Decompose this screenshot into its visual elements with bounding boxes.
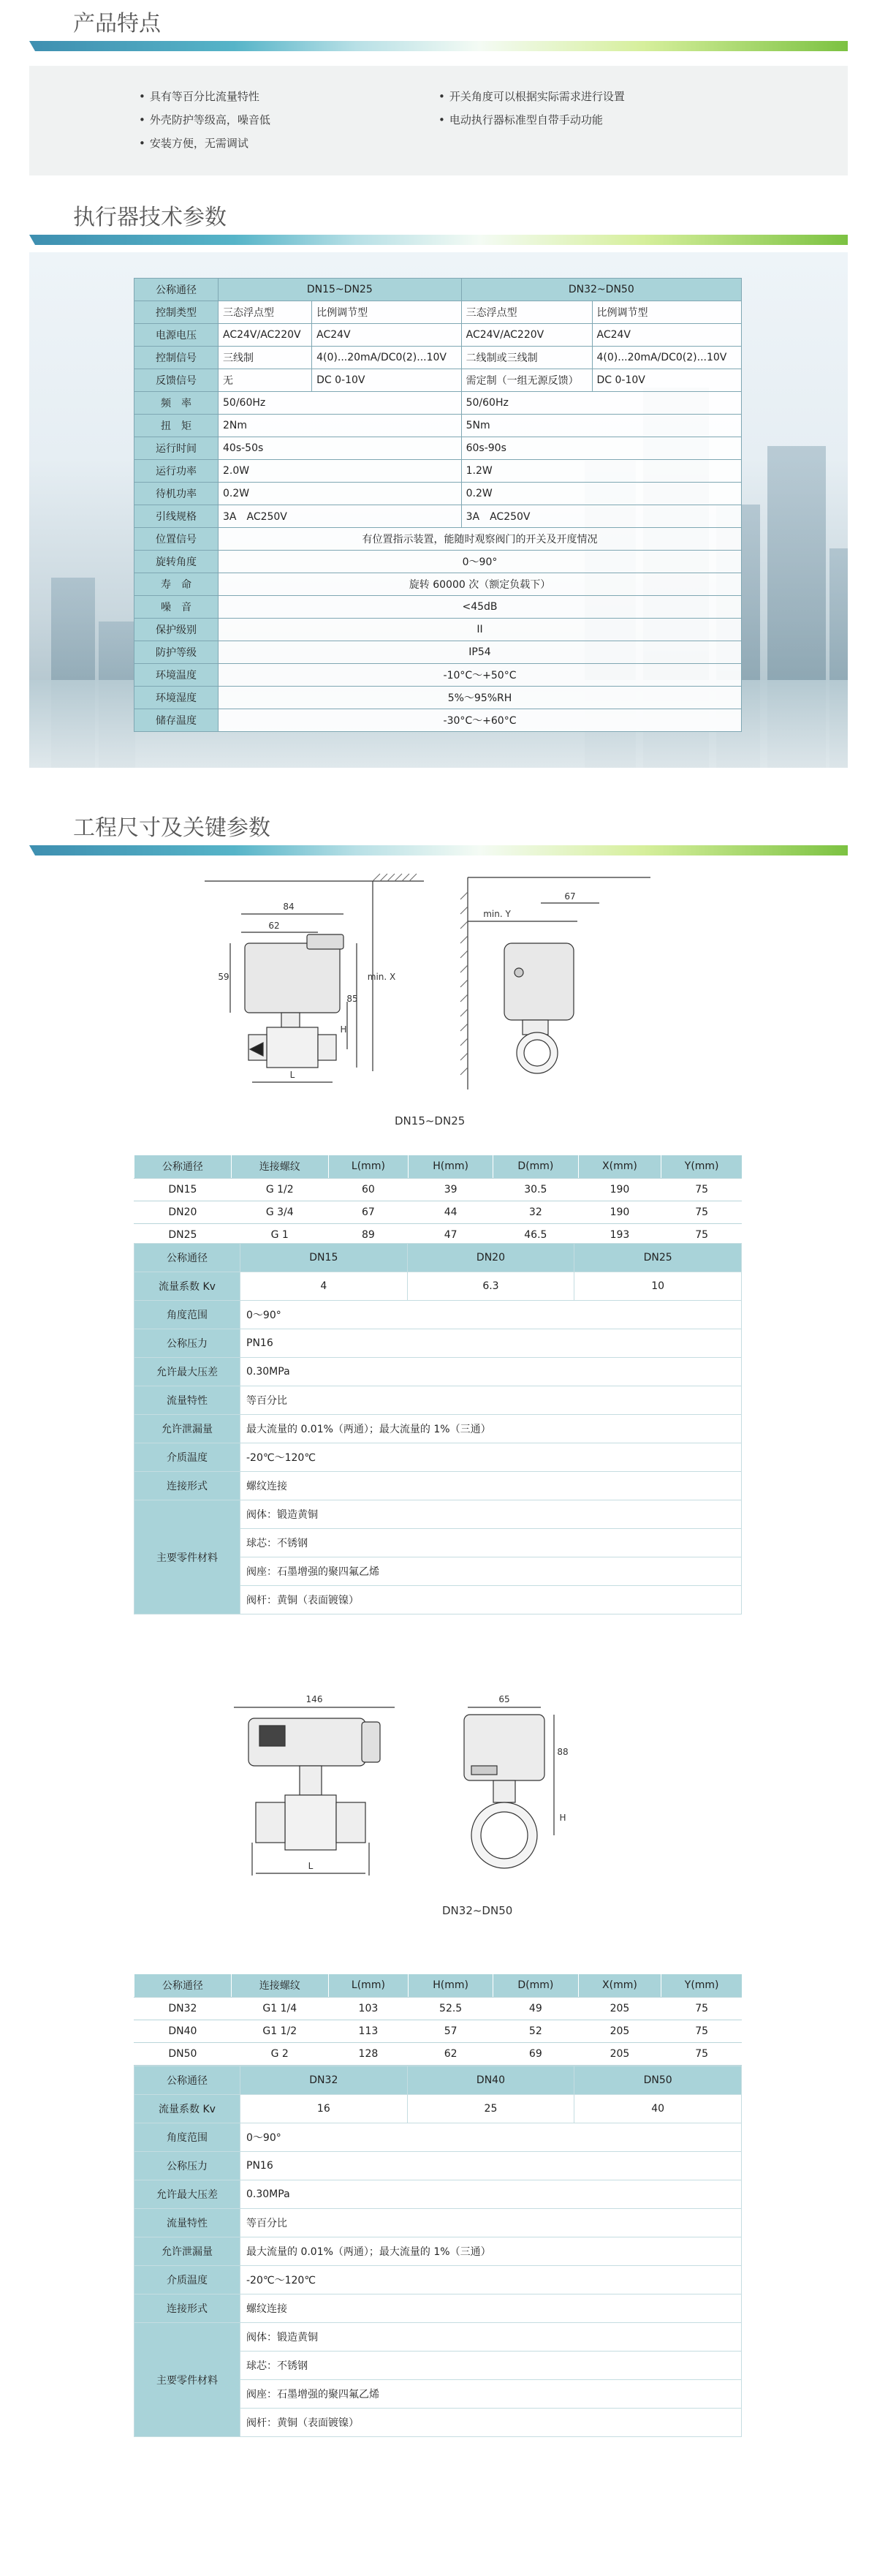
- table-cell: 50/60Hz: [461, 392, 741, 415]
- table-cell: II: [219, 619, 742, 641]
- table-cell: AC24V: [592, 324, 742, 347]
- row-label: 噪 音: [134, 596, 219, 619]
- table-cell: 205: [578, 2042, 661, 2065]
- table-row: [134, 709, 742, 732]
- header-cell: 公称通径: [134, 2066, 240, 2095]
- table-row: [134, 483, 742, 505]
- row-label: 储存温度: [134, 709, 219, 732]
- table-cell: -10°C～+50°C: [219, 664, 742, 687]
- table-cell: 比例调节型: [592, 301, 742, 324]
- row-label: 介质温度: [134, 1443, 240, 1472]
- dim-label: H: [340, 1024, 347, 1035]
- table-row: [134, 437, 742, 460]
- table-row: [134, 1178, 743, 1201]
- table-cell: 阀体：锻造黄铜: [240, 1500, 742, 1529]
- table-row: [134, 1472, 742, 1500]
- table-row: [134, 2323, 742, 2352]
- table-cell: 无: [219, 369, 312, 392]
- table-cell: 2.0W: [219, 460, 462, 483]
- table-cell: 3A AC250V: [219, 505, 462, 528]
- table-cell: G 3/4: [231, 1201, 328, 1223]
- header-cell: 公称通径: [134, 1155, 232, 1178]
- table-cell: 128: [328, 2042, 409, 2065]
- actuator-spec-table: [134, 278, 742, 732]
- table-cell: 50/60Hz: [219, 392, 462, 415]
- table-cell: 39: [409, 1178, 493, 1201]
- table-cell: 25: [407, 2095, 574, 2123]
- dim-label: min. X: [367, 972, 396, 982]
- table-row: [134, 2209, 742, 2237]
- table-row: [134, 664, 742, 687]
- table-cell: 190: [578, 1178, 661, 1201]
- row-label: 角度范围: [134, 2123, 240, 2152]
- row-label: 流量系数 Kv: [134, 2095, 240, 2123]
- dim-label: 88: [557, 1747, 569, 1757]
- table-row: [134, 1997, 743, 2020]
- row-label: 连接形式: [134, 1472, 240, 1500]
- row-label: 介质温度: [134, 2266, 240, 2294]
- table-cell: 阀座：石墨增强的聚四氟乙烯: [240, 1557, 742, 1586]
- row-label: 允许最大压差: [134, 1358, 240, 1386]
- table-row: [134, 641, 742, 664]
- dim-label: min. Y: [483, 909, 511, 919]
- feature-item: • 安装方便，无需调试: [139, 132, 270, 155]
- table-cell: DN32: [134, 1997, 232, 2020]
- header-cell: H(mm): [409, 1155, 493, 1178]
- row-label: 运行时间: [134, 437, 219, 460]
- table-cell: 旋转 60000 次（额定负载下）: [219, 573, 742, 596]
- table-cell: -20℃～120℃: [240, 1443, 742, 1472]
- table-cell: 190: [578, 1201, 661, 1223]
- row-label: 运行功率: [134, 460, 219, 483]
- table-row: [134, 301, 742, 324]
- table-cell: -30°C～+60°C: [219, 709, 742, 732]
- table-cell: 球芯：不锈钢: [240, 2352, 742, 2380]
- table-cell: DC 0-10V: [592, 369, 742, 392]
- table-cell: 75: [661, 1223, 742, 1246]
- table-cell: 0.2W: [219, 483, 462, 505]
- table-cell: AC24V: [312, 324, 461, 347]
- header-cell: DN50: [574, 2066, 742, 2095]
- header-cell: DN20: [407, 1244, 574, 1272]
- table-row: [134, 2095, 742, 2123]
- row-label: 允许泄漏量: [134, 2237, 240, 2266]
- row-label: 频 率: [134, 392, 219, 415]
- header-cell: DN40: [407, 2066, 574, 2095]
- header-cell: DN15~DN25: [219, 279, 462, 301]
- row-label: 允许泄漏量: [134, 1415, 240, 1443]
- dims-title: 工程尺寸及关键参数: [73, 815, 270, 841]
- table-cell: 0～90°: [240, 1301, 742, 1329]
- table-cell: DN40: [134, 2020, 232, 2042]
- table-row: [134, 1201, 743, 1223]
- table-cell: 需定制（一组无源反馈）: [461, 369, 592, 392]
- table-cell: -20℃～120℃: [240, 2266, 742, 2294]
- dim-label: L: [308, 1861, 314, 1871]
- table-header-row: [134, 279, 742, 301]
- table-row: [134, 415, 742, 437]
- table-row: [134, 1415, 742, 1443]
- table-row: [134, 2042, 743, 2065]
- table-cell: 205: [578, 1997, 661, 2020]
- dimension-table-dn15-25: [134, 1155, 742, 1247]
- features-title: 产品特点: [73, 11, 161, 37]
- table-cell: AC24V/AC220V: [219, 324, 312, 347]
- header-cell: D(mm): [493, 1974, 578, 1997]
- table-cell: DN15: [134, 1178, 232, 1201]
- header-cell: DN15: [240, 1244, 408, 1272]
- table-cell: 60: [328, 1178, 409, 1201]
- valve-dimension-drawing-dn15-25: [197, 870, 672, 1111]
- table-cell: 10: [574, 1272, 742, 1301]
- table-cell: 40s-50s: [219, 437, 462, 460]
- section-divider-bar: [29, 41, 848, 51]
- table-cell: 44: [409, 1201, 493, 1223]
- row-label: 主要零件材料: [134, 1500, 240, 1614]
- table-cell: 有位置指示装置，能随时观察阀门的开关及开度情况: [219, 528, 742, 551]
- table-row: [134, 1500, 742, 1529]
- valve-params-table-dn15-25: [134, 1243, 742, 1614]
- table-row: [134, 2266, 742, 2294]
- row-label: 连接形式: [134, 2294, 240, 2323]
- table-cell: 47: [409, 1223, 493, 1246]
- table-cell: PN16: [240, 2152, 742, 2180]
- header-cell: H(mm): [409, 1974, 493, 1997]
- header-cell: X(mm): [578, 1974, 661, 1997]
- features-section-header: [29, 7, 848, 51]
- header-cell: 公称通径: [134, 1244, 240, 1272]
- table-cell: 4: [240, 1272, 408, 1301]
- table-cell: 螺纹连接: [240, 1472, 742, 1500]
- table-row: [134, 460, 742, 483]
- table-cell: 三线制: [219, 347, 312, 369]
- row-label: 流量系数 Kv: [134, 1272, 240, 1301]
- header-cell: 公称通径: [134, 279, 219, 301]
- dims-section-header: [29, 812, 848, 855]
- table-cell: DC 0-10V: [312, 369, 461, 392]
- table-row: [134, 687, 742, 709]
- table-cell: 3A AC250V: [461, 505, 741, 528]
- table-row: [134, 2152, 742, 2180]
- table-cell: 最大流量的 0.01%（两通）；最大流量的 1%（三通）: [240, 2237, 742, 2266]
- table-row: [134, 596, 742, 619]
- table-cell: 阀体：锻造黄铜: [240, 2323, 742, 2352]
- table-cell: 0.2W: [461, 483, 741, 505]
- row-label: 旋转角度: [134, 551, 219, 573]
- dim-label: L: [289, 1070, 295, 1080]
- table-cell: 三态浮点型: [219, 301, 312, 324]
- table-cell: 二线制或三线制: [461, 347, 592, 369]
- table-row: [134, 347, 742, 369]
- table-cell: 69: [493, 2042, 578, 2065]
- dimension-table-dn32-50: [134, 1974, 742, 2066]
- row-label: 寿 命: [134, 573, 219, 596]
- table-cell: 5Nm: [461, 415, 741, 437]
- row-label: 扭 矩: [134, 415, 219, 437]
- feature-item: • 开关角度可以根据实际需求进行设置: [438, 85, 625, 108]
- row-label: 角度范围: [134, 1301, 240, 1329]
- table-row: [134, 1272, 742, 1301]
- table-cell: 0～90°: [219, 551, 742, 573]
- table-row: [134, 2180, 742, 2209]
- row-label: 待机功率: [134, 483, 219, 505]
- table-cell: 40: [574, 2095, 742, 2123]
- table-header-row: [134, 2066, 742, 2095]
- table-header-row: [134, 1155, 743, 1178]
- table-cell: AC24V/AC220V: [461, 324, 592, 347]
- valve-dimension-drawing-dn32-50: [219, 1682, 629, 1901]
- row-label: 电源电压: [134, 324, 219, 347]
- table-row: [134, 2237, 742, 2266]
- table-header-row: [134, 1244, 742, 1272]
- table-row: [134, 1358, 742, 1386]
- dim-label: 67: [564, 891, 576, 902]
- table-row: [134, 505, 742, 528]
- dim-label: 59: [218, 972, 229, 982]
- feature-item: • 电动执行器标准型自带手动功能: [438, 108, 625, 132]
- table-cell: 阀杆：黄铜（表面镀镍）: [240, 2409, 742, 2437]
- table-cell: 0～90°: [240, 2123, 742, 2152]
- features-panel: [29, 66, 848, 175]
- table-row: [134, 2020, 743, 2042]
- header-cell: X(mm): [578, 1155, 661, 1178]
- table-cell: 32: [493, 1201, 578, 1223]
- header-cell: 公称通径: [134, 1974, 232, 1997]
- row-label: 允许最大压差: [134, 2180, 240, 2209]
- table-row: [134, 1386, 742, 1415]
- table-cell: 5%～95%RH: [219, 687, 742, 709]
- table-cell: 89: [328, 1223, 409, 1246]
- row-label: 反馈信号: [134, 369, 219, 392]
- row-label: 流量特性: [134, 1386, 240, 1415]
- section-divider-bar: [29, 235, 848, 245]
- valve-params-table-dn32-50: [134, 2066, 742, 2437]
- params-section-header: [29, 201, 848, 245]
- table-cell: 75: [661, 1997, 742, 2020]
- table-cell: 1.2W: [461, 460, 741, 483]
- table-cell: 113: [328, 2020, 409, 2042]
- row-label: 引线规格: [134, 505, 219, 528]
- table-cell: G1 1/2: [231, 2020, 328, 2042]
- header-cell: DN25: [574, 1244, 742, 1272]
- dim-label: 146: [305, 1694, 323, 1704]
- table-cell: G 1: [231, 1223, 328, 1246]
- row-label: 控制信号: [134, 347, 219, 369]
- table-cell: 三态浮点型: [461, 301, 592, 324]
- dim-label: 84: [283, 902, 295, 912]
- table-cell: PN16: [240, 1329, 742, 1358]
- table-cell: 最大流量的 0.01%（两通）；最大流量的 1%（三通）: [240, 1415, 742, 1443]
- table-cell: 等百分比: [240, 1386, 742, 1415]
- table-cell: 205: [578, 2020, 661, 2042]
- row-label: 流量特性: [134, 2209, 240, 2237]
- dim-label: H: [559, 1813, 566, 1823]
- table-cell: 75: [661, 2020, 742, 2042]
- table-cell: IP54: [219, 641, 742, 664]
- table-cell: 0.30MPa: [240, 1358, 742, 1386]
- table-row: [134, 573, 742, 596]
- header-cell: Y(mm): [661, 1974, 742, 1997]
- table-cell: 球芯：不锈钢: [240, 1529, 742, 1557]
- table-row: [134, 2294, 742, 2323]
- row-label: 公称压力: [134, 1329, 240, 1358]
- table-row: [134, 528, 742, 551]
- diagram-caption: DN32~DN50: [442, 1904, 513, 1917]
- table-cell: 阀杆：黄铜（表面镀镍）: [240, 1586, 742, 1614]
- features-right-list: [438, 85, 625, 132]
- table-cell: 等百分比: [240, 2209, 742, 2237]
- table-cell: 46.5: [493, 1223, 578, 1246]
- table-row: [134, 2123, 742, 2152]
- table-cell: 4(0)...20mA/DC0(2)...10V: [592, 347, 742, 369]
- table-cell: 4(0)...20mA/DC0(2)...10V: [312, 347, 461, 369]
- row-label: 保护级别: [134, 619, 219, 641]
- table-cell: 16: [240, 2095, 408, 2123]
- table-row: [134, 1443, 742, 1472]
- table-cell: 67: [328, 1201, 409, 1223]
- row-label: 防护等级: [134, 641, 219, 664]
- table-cell: 49: [493, 1997, 578, 2020]
- header-cell: L(mm): [328, 1155, 409, 1178]
- table-cell: DN20: [134, 1201, 232, 1223]
- header-cell: Y(mm): [661, 1155, 742, 1178]
- row-label: 主要零件材料: [134, 2323, 240, 2437]
- header-cell: DN32: [240, 2066, 408, 2095]
- table-cell: 60s-90s: [461, 437, 741, 460]
- row-label: 控制类型: [134, 301, 219, 324]
- header-cell: L(mm): [328, 1974, 409, 1997]
- diagram-caption: DN15~DN25: [395, 1114, 466, 1128]
- params-title: 执行器技术参数: [73, 205, 227, 230]
- table-cell: DN25: [134, 1223, 232, 1246]
- table-row: [134, 324, 742, 347]
- header-cell: 连接螺纹: [231, 1974, 328, 1997]
- header-cell: D(mm): [493, 1155, 578, 1178]
- table-cell: G 2: [231, 2042, 328, 2065]
- feature-item: • 具有等百分比流量特性: [139, 85, 270, 108]
- dim-label: 65: [498, 1694, 510, 1704]
- header-cell: 连接螺纹: [231, 1155, 328, 1178]
- dim-label: 85: [346, 994, 358, 1004]
- row-label: 位置信号: [134, 528, 219, 551]
- table-cell: 62: [409, 2042, 493, 2065]
- table-cell: 75: [661, 1178, 742, 1201]
- table-row: [134, 369, 742, 392]
- table-cell: 30.5: [493, 1178, 578, 1201]
- dim-label: 62: [268, 921, 280, 931]
- table-row: [134, 1301, 742, 1329]
- table-cell: 193: [578, 1223, 661, 1246]
- table-cell: 103: [328, 1997, 409, 2020]
- feature-item: • 外壳防护等级高，噪音低: [139, 108, 270, 132]
- table-cell: 0.30MPa: [240, 2180, 742, 2209]
- table-cell: DN50: [134, 2042, 232, 2065]
- features-left-list: [139, 85, 270, 155]
- row-label: 环境温度: [134, 664, 219, 687]
- row-label: 环境湿度: [134, 687, 219, 709]
- table-cell: 57: [409, 2020, 493, 2042]
- table-row: [134, 1329, 742, 1358]
- table-cell: G 1/2: [231, 1178, 328, 1201]
- header-cell: DN32~DN50: [461, 279, 741, 301]
- table-cell: 52: [493, 2020, 578, 2042]
- table-cell: G1 1/4: [231, 1997, 328, 2020]
- table-row: [134, 392, 742, 415]
- table-cell: <45dB: [219, 596, 742, 619]
- table-cell: 75: [661, 2042, 742, 2065]
- table-cell: 螺纹连接: [240, 2294, 742, 2323]
- table-cell: 2Nm: [219, 415, 462, 437]
- table-row: [134, 551, 742, 573]
- table-cell: 比例调节型: [312, 301, 461, 324]
- section-divider-bar: [29, 845, 848, 855]
- table-header-row: [134, 1974, 743, 1997]
- table-cell: 75: [661, 1201, 742, 1223]
- table-cell: 6.3: [407, 1272, 574, 1301]
- table-row: [134, 619, 742, 641]
- row-label: 公称压力: [134, 2152, 240, 2180]
- table-cell: 阀座：石墨增强的聚四氟乙烯: [240, 2380, 742, 2409]
- table-cell: 52.5: [409, 1997, 493, 2020]
